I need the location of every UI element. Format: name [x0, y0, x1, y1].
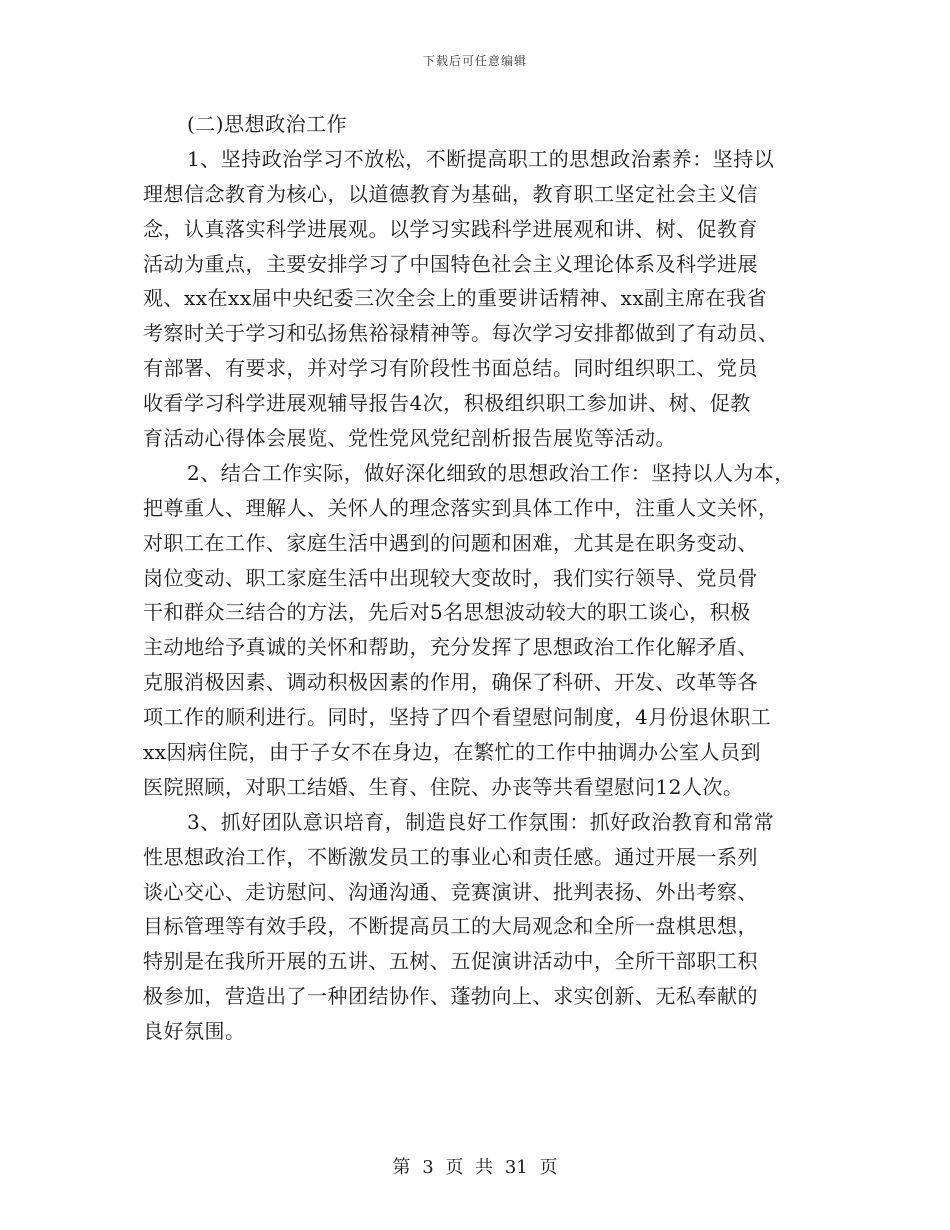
paragraph-3: [143, 805, 813, 1049]
paragraph-line: xx因病住院，由于子女不在身边，在繁忙的工作中抽调办公室人员到: [143, 740, 762, 765]
paragraph-line: 育活动心得体会展览、党性党风党纪剖析报告展览等活动。: [143, 426, 676, 451]
paragraph-line: 干和群众三结合的方法，先后对5名思想波动较大的职工谈心，积极: [143, 600, 751, 625]
paragraph-line: 克服消极因素、调动积极因素的作用，确保了科研、开发、改革等各: [143, 670, 758, 695]
paragraph-line: 谈心交心、走访慰问、沟通沟通、竞赛演讲、批判表扬、外出考察、: [143, 879, 758, 904]
paragraph-line: 念，认真落实科学进展观。以学习实践科学进展观和讲、树、促教育: [143, 216, 758, 241]
page-number: 第 3 页 共 31 页: [392, 1157, 558, 1178]
paragraph-line: 3、抓好团队意识培育，制造良好工作氛围：抓好政治教育和常常: [187, 809, 775, 834]
paragraph-line: 有部署、有要求，并对学习有阶段性书面总结。同时组织职工、党员: [143, 356, 758, 381]
paragraph-line: 项工作的顺利进行。同时，坚持了四个看望慰问制度，4月份退休职工: [143, 705, 772, 730]
paragraph-line: 医院照顾，对职工结婚、生育、住院、办丧等共看望慰问12人次。: [143, 774, 744, 799]
paragraph-line: 2、结合工作实际，做好深化细致的思想政治工作：坚持以人为本，: [187, 460, 795, 485]
paragraph-1: [143, 142, 813, 456]
paragraph-line: 目标管理等有效手段，不断提高员工的大局观念和全所一盘棋思想，: [143, 914, 758, 939]
paragraph-line: 1、坚持政治学习不放松，不断提高职工的思想政治素养：坚持以: [187, 146, 775, 171]
paragraph-line: 考察时关于学习和弘扬焦裕禄精神等。每次学习安排都做到了有动员、: [143, 321, 779, 346]
paragraph-line: 岗位变动、职工家庭生活中出现较大变故时，我们实行领导、党员骨: [143, 565, 758, 590]
paragraph-line: 活动为重点，主要安排学习了中国特色社会主义理论体系及科学进展: [143, 251, 758, 276]
document-body: [143, 107, 813, 1049]
paragraph-line: 特别是在我所开展的五讲、五树、五促演讲活动中，全所干部职工积: [143, 949, 758, 974]
paragraph-2: [143, 456, 813, 805]
section-title: (二)思想政治工作: [187, 112, 348, 136]
paragraph-line: 把尊重人、理解人、关怀人的理念落实到具体工作中，注重人文关怀，: [143, 495, 779, 520]
page-header: 下载后可任意编辑: [422, 54, 527, 68]
paragraph-line: 良好氛围。: [143, 1019, 246, 1044]
paragraph-line: 对职工在工作、家庭生活中遇到的问题和困难，尤其是在职务变动、: [143, 530, 758, 555]
paragraph-line: 极参加，营造出了一种团结协作、蓬勃向上、求实创新、无私奉献的: [143, 984, 758, 1009]
paragraph-line: 观、xx在xx届中央纪委三次全会上的重要讲话精神、xx副主席在我省: [143, 286, 768, 311]
paragraph-line: 收看学习科学进展观辅导报告4次，积极组织职工参加讲、树、促教: [143, 391, 751, 416]
paragraph-line: 主动地给予真诚的关怀和帮助，充分发挥了思想政治工作化解矛盾、: [143, 635, 758, 660]
paragraph-line: 理想信念教育为核心，以道德教育为基础，教育职工坚定社会主义信: [143, 181, 758, 206]
paragraph-line: 性思想政治工作，不断激发员工的事业心和责任感。通过开展一系列: [143, 844, 758, 869]
